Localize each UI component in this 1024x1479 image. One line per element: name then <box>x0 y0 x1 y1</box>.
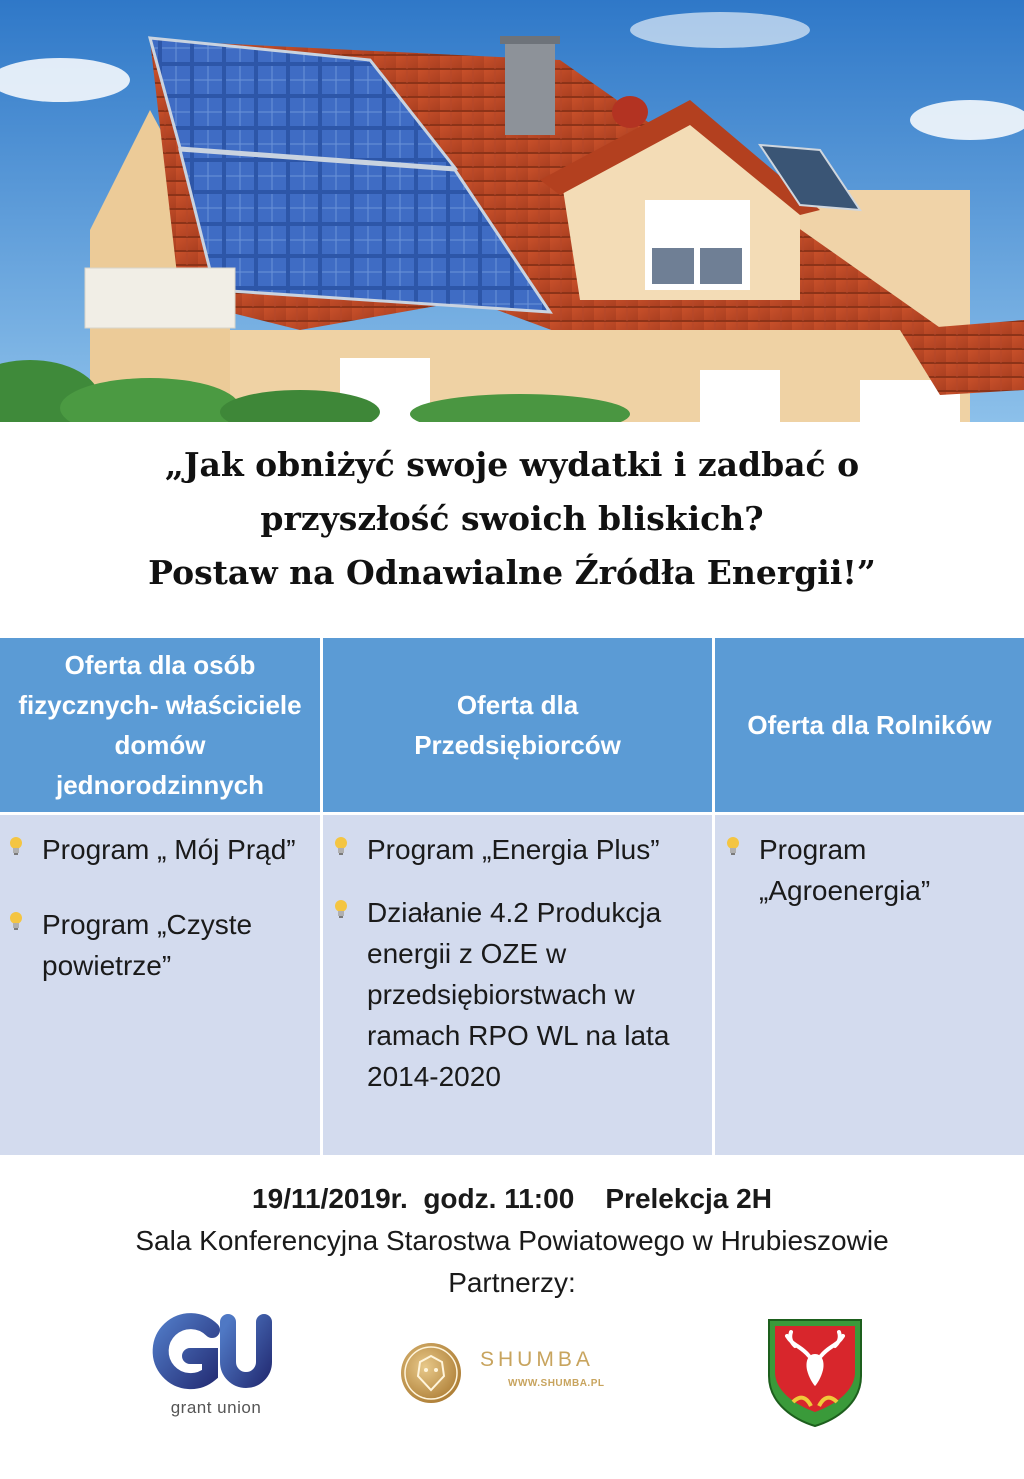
lightbulb-icon <box>331 892 367 924</box>
coat-of-arms-deer-icon <box>765 1316 865 1428</box>
column-cell-farmers <box>712 812 1024 1155</box>
shumba-url: WWW.SHUMBA.PL <box>508 1378 605 1389</box>
offer-item-text: Program „ Mój Prąd” <box>42 834 296 865</box>
grant-union-logo-icon <box>150 1312 282 1398</box>
lion-head-icon <box>398 1340 464 1406</box>
column-header-entrepreneurs: Oferta dla Przedsiębiorców <box>320 638 712 812</box>
lightbulb-icon <box>723 829 759 861</box>
headline-line-3: Postaw na Odnawialne Źródła Energii!” <box>148 553 876 592</box>
lightbulb-icon <box>6 829 42 861</box>
list-item <box>6 904 306 986</box>
lightbulb-icon <box>6 904 42 936</box>
event-place: Sala Konferencyjna Starostwa Powiatowego w Hrubieszowie <box>135 1225 889 1256</box>
shumba-name: SHUMBA <box>480 1348 594 1371</box>
headline-line-2: przyszłość swoich bliskich? <box>260 499 764 538</box>
list-item <box>6 829 306 870</box>
offer-item-text: Program „Czyste powietrze” <box>42 909 253 981</box>
lightbulb-icon <box>331 829 367 861</box>
column-header-individuals: Oferta dla osób fizycznych- właściciele domów jednorodzinnych <box>0 638 320 812</box>
offer-item-text: Program „Agroenergia” <box>759 834 931 906</box>
list-item <box>331 892 698 1097</box>
offer-item-text: Program „Energia Plus” <box>367 834 660 865</box>
column-cell-individuals <box>0 812 320 1155</box>
list-item <box>723 829 1010 911</box>
event-date: 19/11/2019r. godz. 11:00 Prelekcja 2H <box>252 1183 772 1214</box>
headline-line-1: „Jak obniżyć swoje wydatki i zadbać o <box>164 445 860 484</box>
shumba-logo <box>398 1340 628 1406</box>
offers-table <box>0 638 1024 1155</box>
headline <box>0 438 1024 600</box>
house-with-solar-panels-icon <box>0 0 1024 422</box>
event-info <box>0 1178 1024 1304</box>
list-item <box>331 829 698 870</box>
column-header-farmers: Oferta dla Rolników <box>712 638 1024 812</box>
hero-image <box>0 0 1024 422</box>
offer-item-text: Działanie 4.2 Produkcja energii z OZE w przedsiębiorstwach w ramach RPO WL na lata 2014-2020 <box>367 897 670 1092</box>
column-cell-entrepreneurs <box>320 812 712 1155</box>
grant-union-text: grant union <box>170 1398 262 1417</box>
coat-of-arms-logo <box>765 1316 865 1428</box>
grant-union-logo <box>150 1312 282 1424</box>
partners-label: Partnerzy: <box>448 1267 576 1298</box>
